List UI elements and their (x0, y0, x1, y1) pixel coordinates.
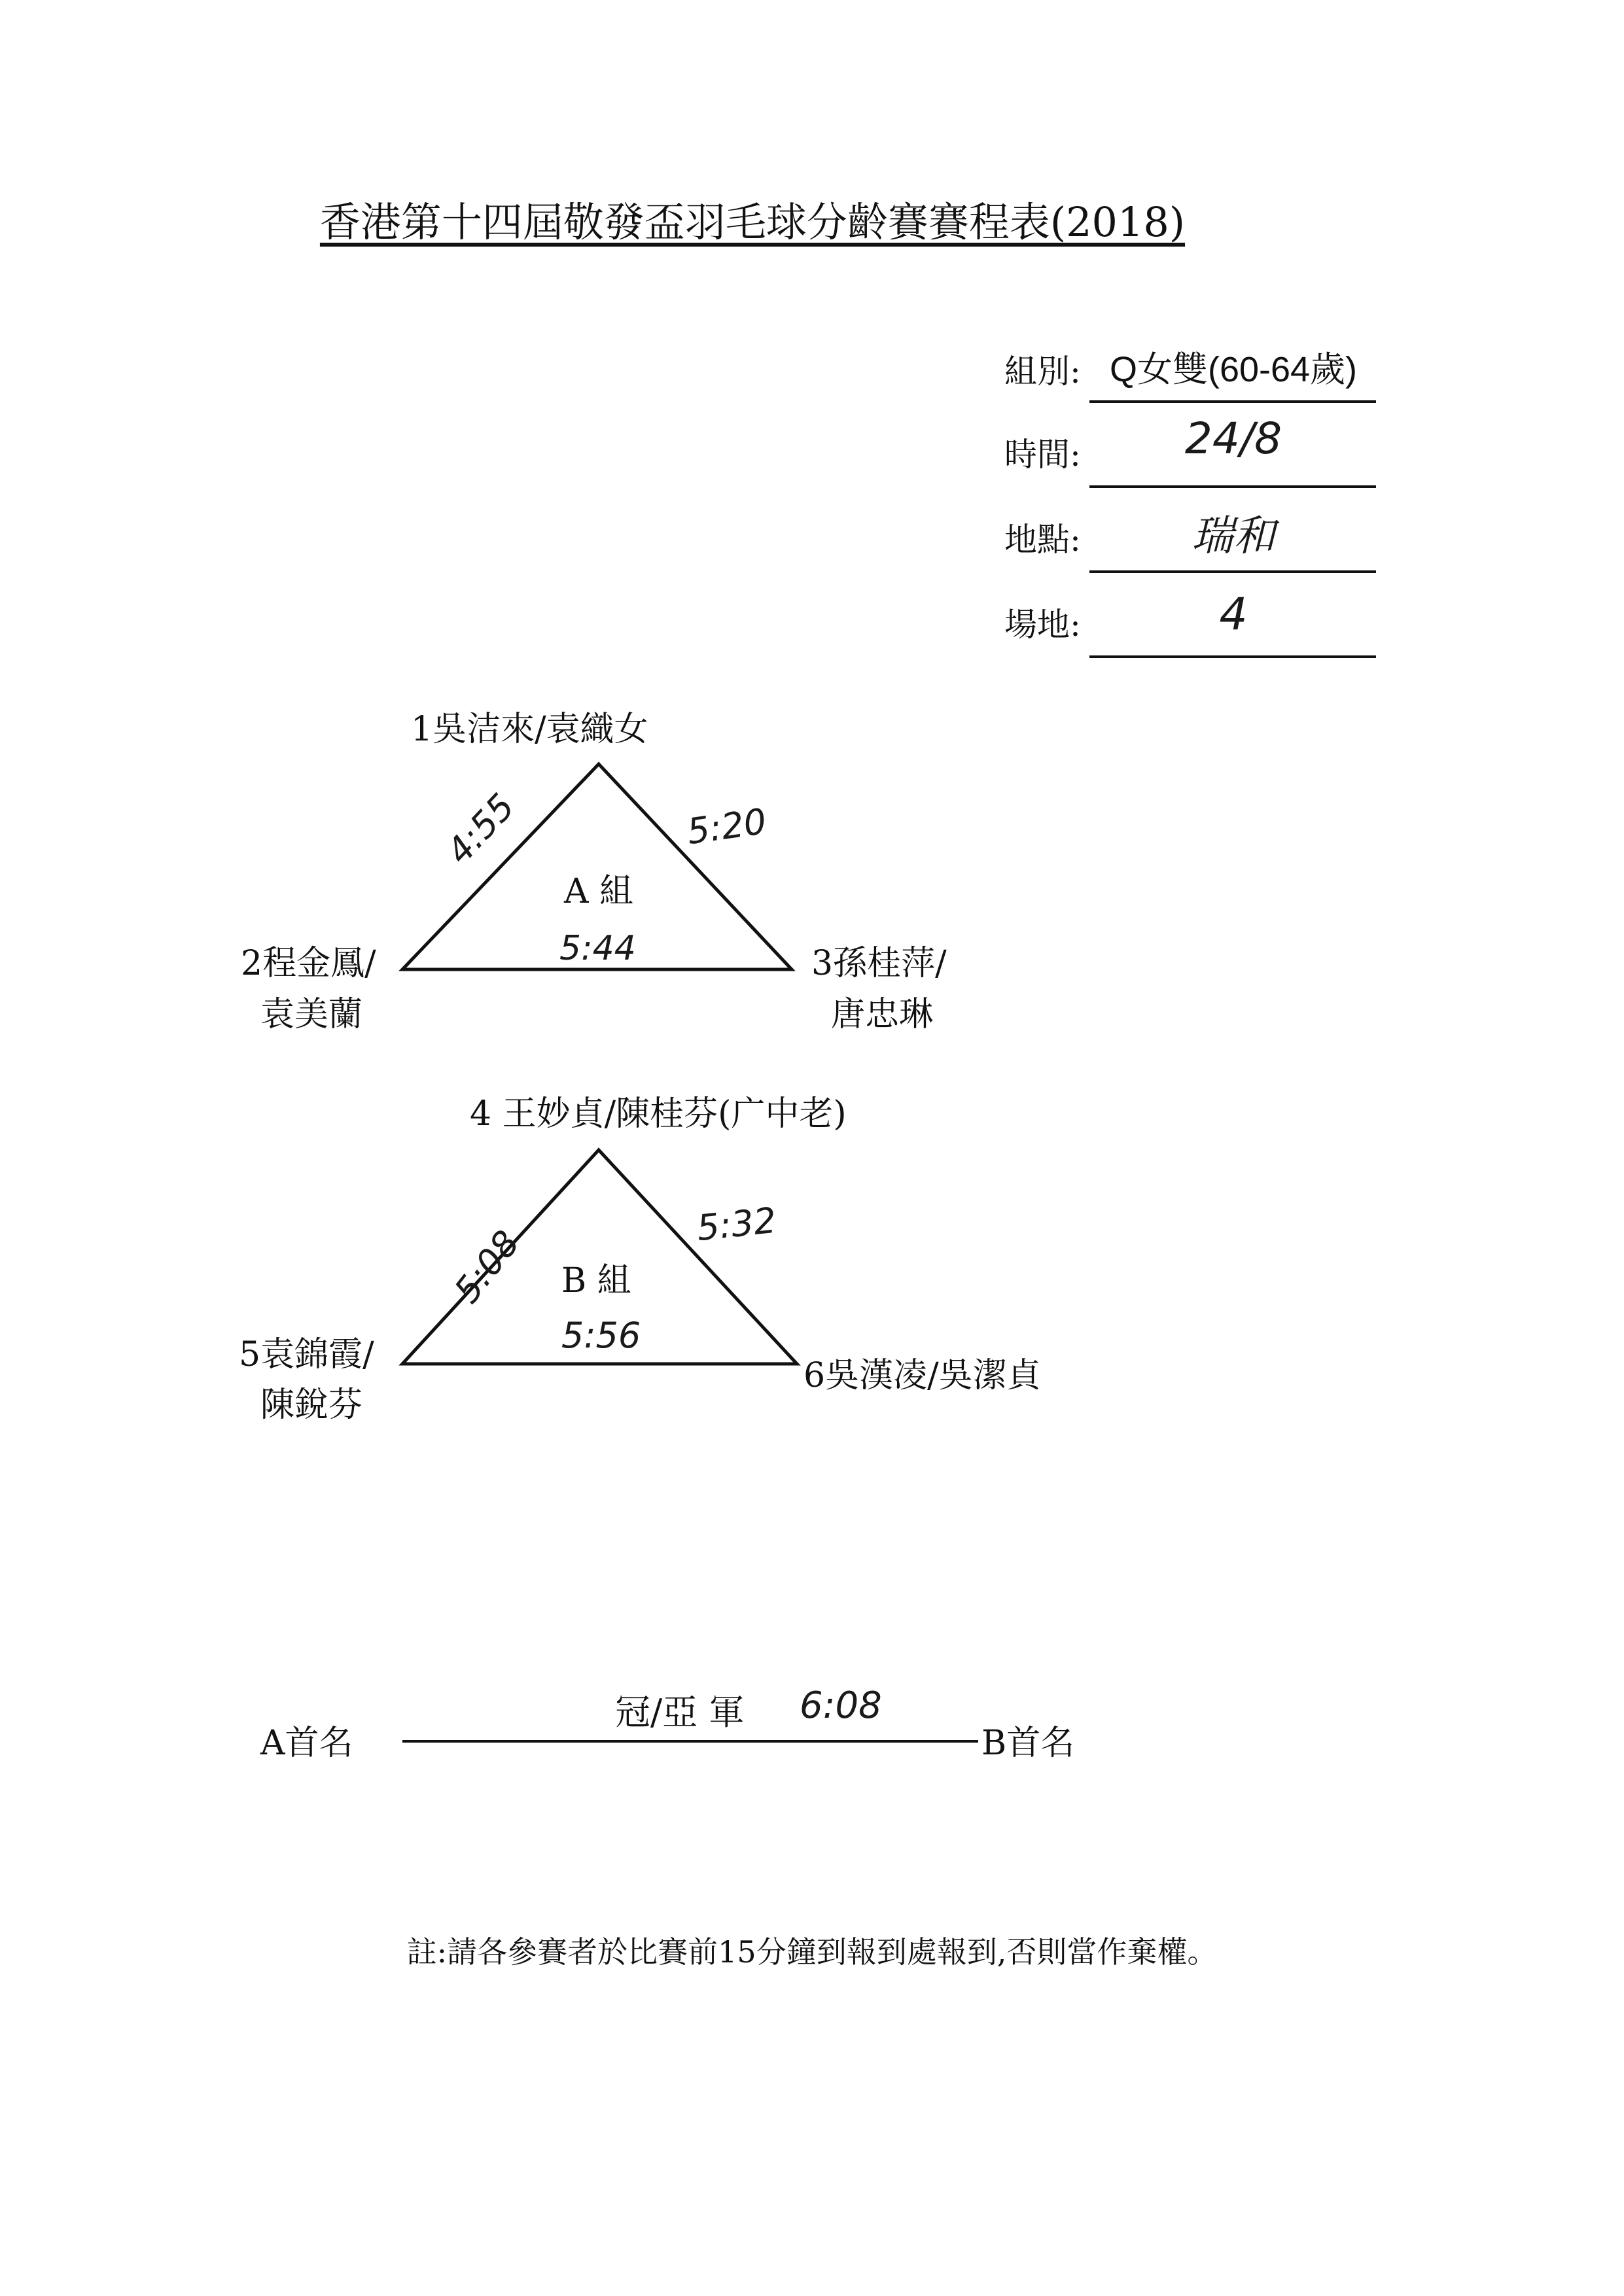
group-b-team-4: 4 王妙貞/陳桂芬(广中老) (470, 1094, 847, 1134)
category-label: 組別: (1004, 353, 1081, 391)
court-value: 4 (1219, 589, 1248, 640)
final-title: 冠/亞 軍 (615, 1692, 745, 1733)
group-a-team-2-line-2: 袁美蘭 (260, 995, 363, 1034)
group-a-time-left: 4:55 (438, 786, 523, 872)
group-a-label: A 組 (564, 872, 634, 911)
group-a-time-bottom: 5:44 (559, 929, 636, 968)
court-label: 場地: (1004, 606, 1081, 644)
venue-label: 地點: (1004, 521, 1081, 559)
group-b-time-bottom: 5:56 (561, 1315, 641, 1356)
group-a-time-right: 5:20 (684, 800, 769, 853)
group-b-label: B 組 (561, 1261, 631, 1300)
group-b-team-5-line-2: 陳銳芬 (260, 1385, 363, 1425)
group-b-team-5-line-1: 5袁錦霞/ (239, 1335, 374, 1374)
group-a-team-3-line-2: 唐忠琳 (831, 995, 934, 1034)
group-b-team-6: 6吳漢凌/吳潔貞 (803, 1356, 1041, 1395)
group-a-team-3-line-1: 3孫桂萍/ (811, 944, 947, 983)
footer-note: 註:請各參賽者於比賽前15分鐘到報到處報到,否則當作棄權。 (406, 1934, 1218, 1970)
final-left-label: A首名 (260, 1724, 353, 1763)
group-b-time-left: 5:08 (446, 1223, 528, 1311)
group-a-team-2-line-1: 2程金鳳/ (241, 944, 376, 983)
group-b-time-right: 5:32 (695, 1199, 779, 1249)
date-value: 24/8 (1184, 413, 1282, 464)
final-time: 6:08 (800, 1684, 882, 1727)
category-value: Q女雙(60-64歲) (1109, 350, 1358, 389)
final-right-label: B首名 (981, 1724, 1075, 1763)
date-label: 時間: (1004, 436, 1081, 474)
group-a-team-1: 1吳洁來/袁織女 (411, 710, 648, 749)
venue-value: 瑞和 (1192, 512, 1275, 561)
page-title: 香港第十四屆敬發盃羽毛球分齡賽賽程表(2018) (319, 198, 1186, 246)
final-line (402, 1740, 978, 1743)
